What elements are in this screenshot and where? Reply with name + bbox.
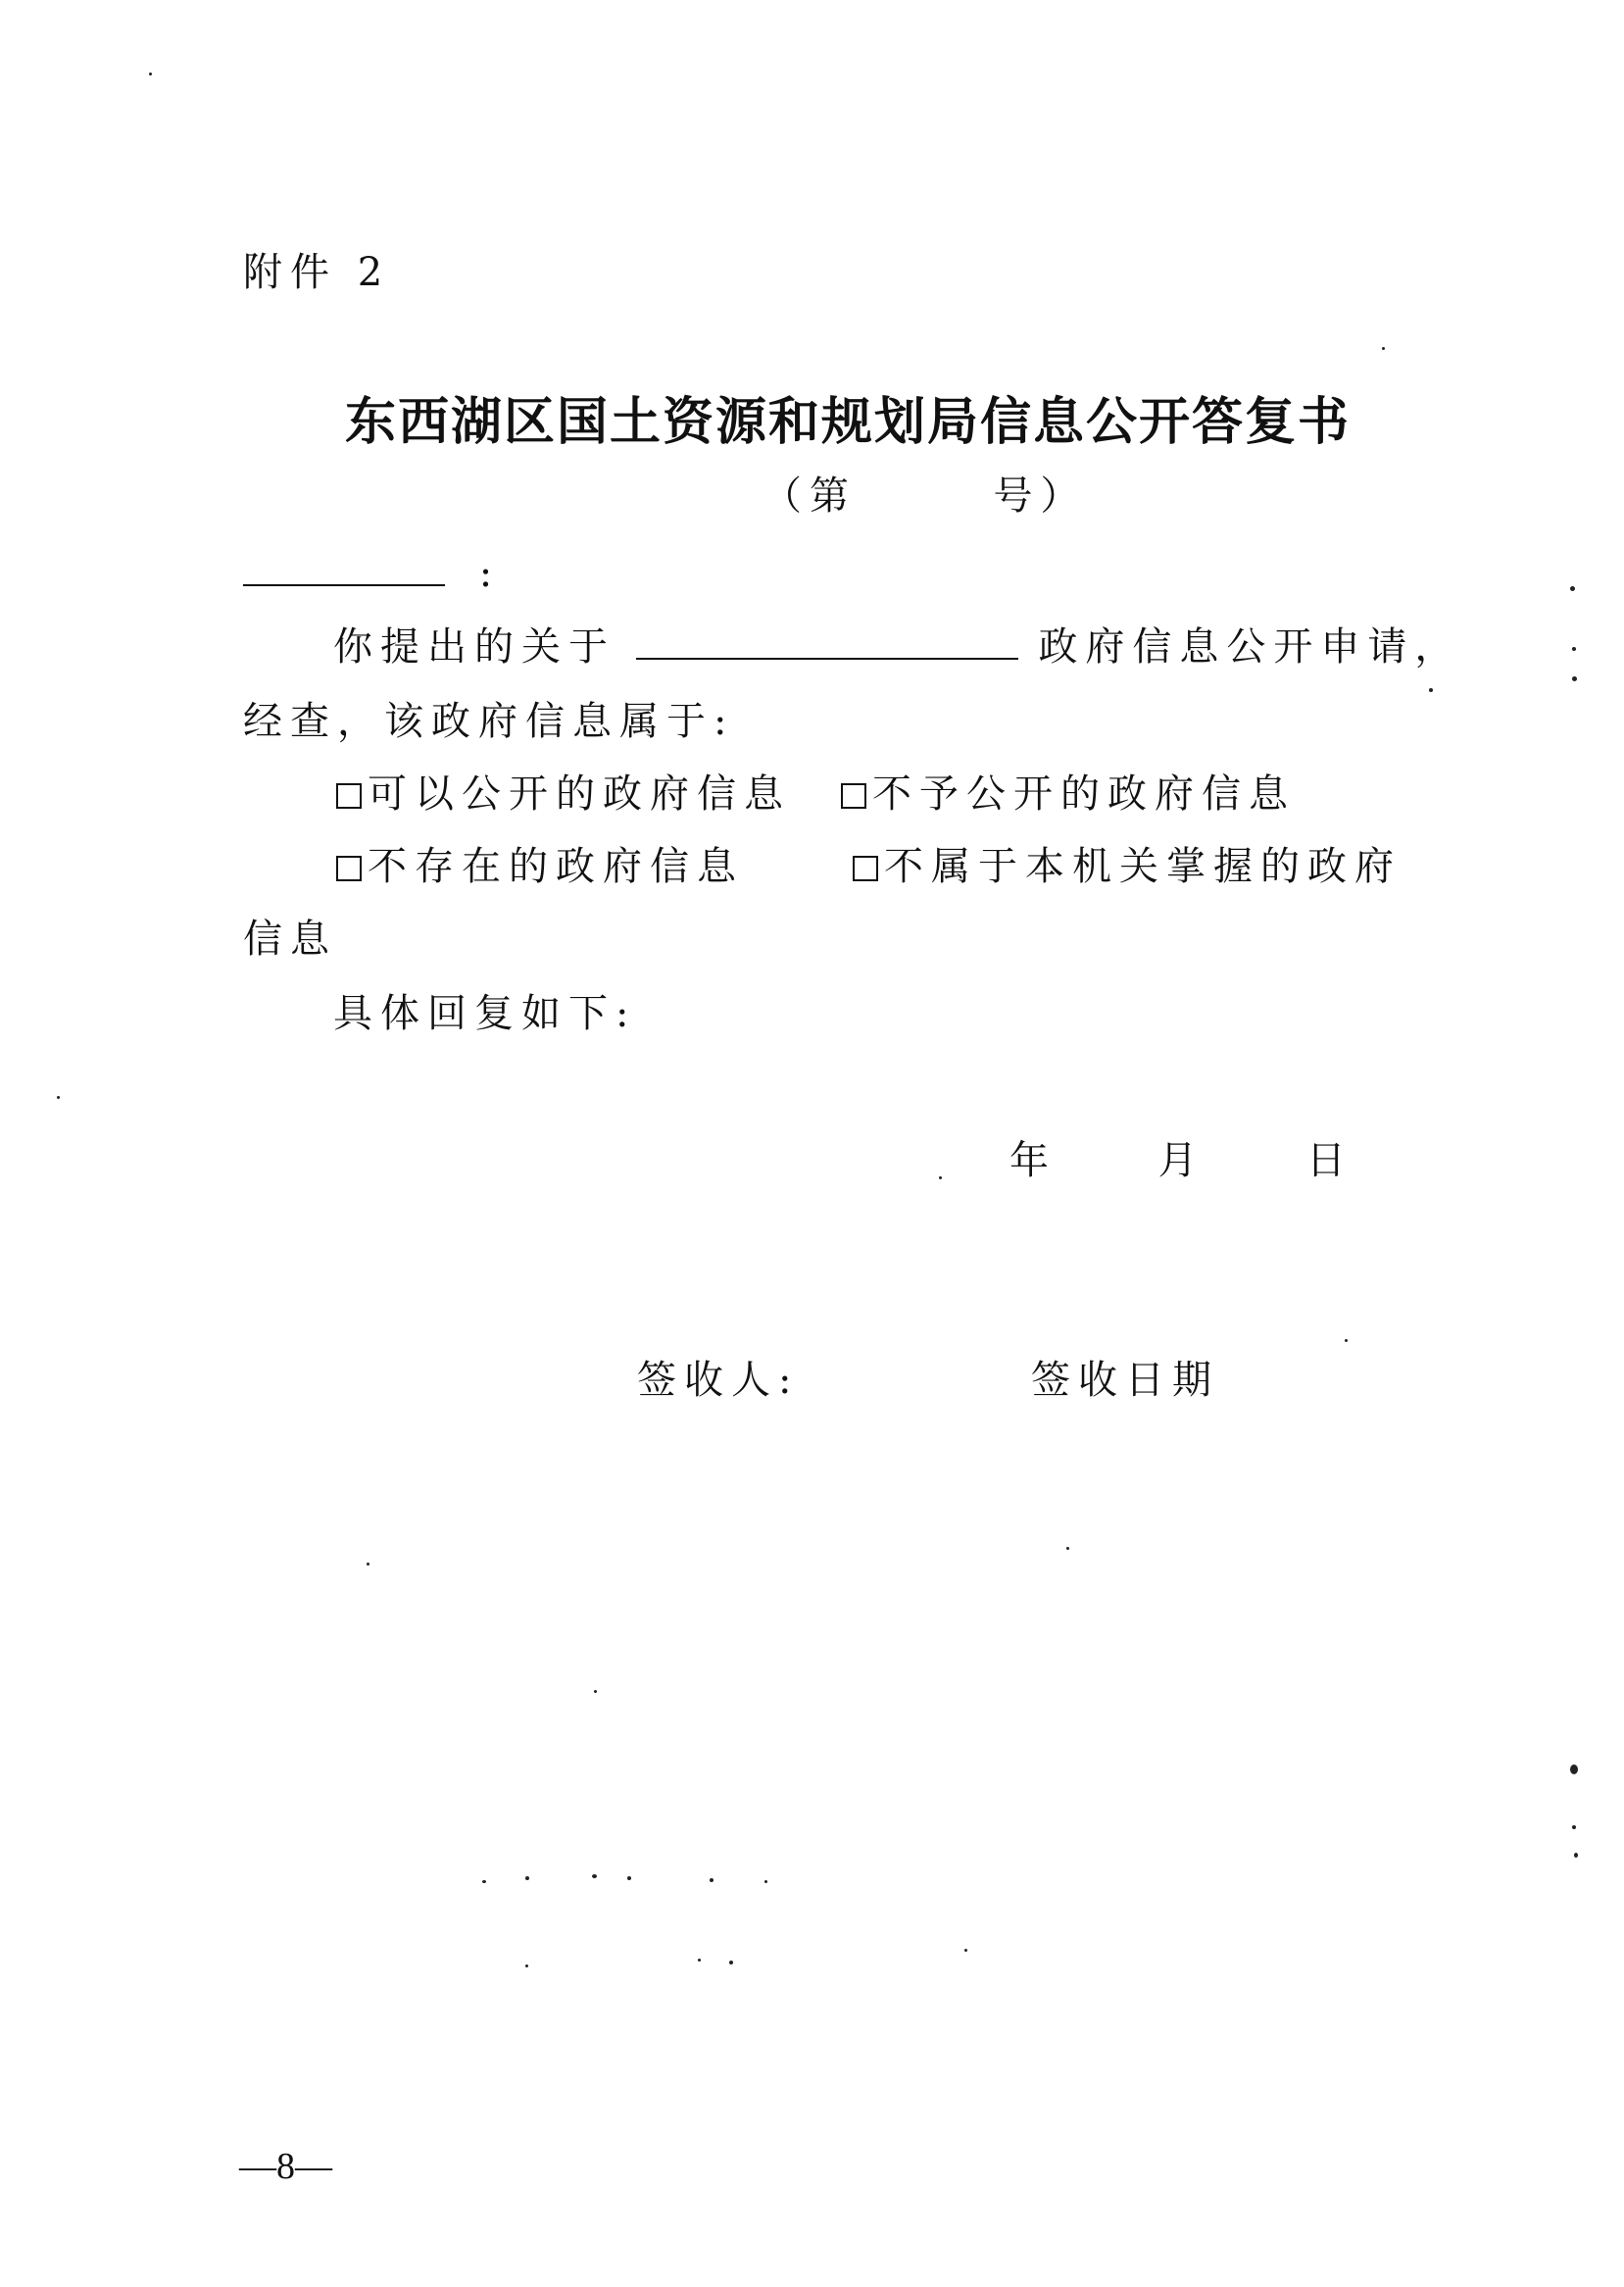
page-number: —8— [239,2146,332,2187]
scan-speck [149,73,152,75]
request-suffix: 政府信息公开申请， [1038,624,1462,670]
recipient-label: 签收人: [637,1358,800,1403]
checkbox-square-icon [336,783,362,809]
option-not-held-wrap: 信息 [243,917,337,962]
scan-speck [367,1563,369,1566]
request-subject-blank [636,619,1018,660]
attachment-label: 附件 2 [243,250,391,295]
number-close: 号） [993,473,1088,519]
scan-speck [710,1878,714,1882]
option-label: 不予公开的政府信息 [872,771,1296,817]
date-year: 年 [1009,1138,1057,1183]
date-day: 日 [1305,1138,1353,1183]
checkbox-square-icon [841,783,866,809]
scan-speck [592,1874,597,1878]
checkbox-square-icon [853,856,878,881]
date-month: 月 [1157,1138,1206,1183]
scan-speck [1572,1825,1576,1829]
scan-speck [1574,1853,1578,1858]
scan-speck [1345,1339,1348,1342]
scan-speck [594,1690,597,1693]
scan-speck [1572,647,1576,651]
scan-speck [698,1959,701,1962]
document-title: 东西湖区国土资源和规划局信息公开答复书 [345,392,1352,452]
scan-speck [939,1176,942,1179]
scan-speck [1382,347,1385,350]
scan-speck [964,1949,967,1952]
scan-speck [764,1880,767,1883]
receipt-date-label: 签收日期 [1031,1358,1219,1403]
option-not-public [841,763,1296,819]
reply-label: 具体回复如下: [333,991,637,1036]
date-line [1009,1129,1353,1185]
salutation-colon: : [478,551,501,596]
option-label: 不存在的政府信息 [368,844,744,889]
scan-speck [525,1964,528,1967]
scan-speck [627,1876,631,1880]
scan-speck [1429,688,1433,692]
salutation-line [243,545,500,596]
addressee-blank [243,545,445,586]
option-not-exist [336,835,744,891]
scan-speck [1570,1765,1578,1774]
checkbox-square-icon [336,856,362,881]
scan-speck [1570,586,1575,591]
scan-speck [1572,676,1577,681]
document-number [763,465,1087,521]
option-label: 不属于本机关掌握的政府 [884,844,1402,889]
option-label: 可以公开的政府信息 [368,771,791,817]
option-public [336,763,791,819]
scan-speck [729,1961,733,1964]
request-prefix: 你提出的关于 [333,624,615,670]
scan-speck [525,1876,529,1880]
finding-line: 经查，该政府信息属于: [243,699,735,744]
number-open: （第 [763,473,857,519]
scan-speck [57,1096,60,1099]
scan-speck [482,1880,486,1883]
scan-speck [1066,1547,1069,1550]
request-line [333,616,1461,671]
option-not-held [853,835,1402,891]
